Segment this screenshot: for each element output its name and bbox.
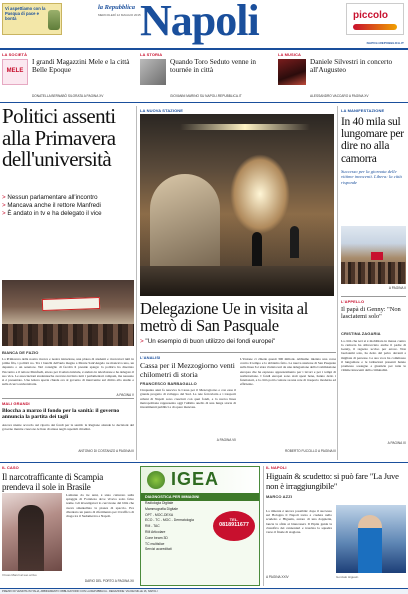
teaser-section: LA STORIA xyxy=(140,52,163,57)
analysis-block[interactable] xyxy=(140,355,236,459)
chevron-right-icon: > xyxy=(140,338,144,345)
figure xyxy=(290,226,299,258)
teaser-title: Quando Toro Seduto venne in tournée in città xyxy=(170,58,256,75)
partner-logo-text: piccolo xyxy=(353,10,389,21)
lead-body-block xyxy=(2,350,134,397)
silvestri-photo xyxy=(278,59,306,85)
teaser-section: LA SOCIETÀ xyxy=(2,52,28,57)
teaser-music[interactable] xyxy=(276,52,406,100)
case-byline: DARIO DEL PORTO A PAGINA XII xyxy=(84,579,134,583)
teaser-story[interactable] xyxy=(138,52,272,100)
igea-services xyxy=(145,501,211,553)
service-item: TC multislice xyxy=(145,541,165,546)
service-item: Servizi accreditati xyxy=(145,547,172,552)
manifestation-sub: Successo per la giornata delle vittime innocenti. Libera: la città risponde xyxy=(341,168,402,185)
station-byline: ROBERTO FUCCILLO A PAGINA III xyxy=(284,449,336,453)
phone-number: 0818911677 xyxy=(219,522,249,528)
sidebar-byline: ANTONIO DI COSTANZO A PAGINA III xyxy=(78,449,134,453)
city-title[interactable]: Napoli xyxy=(140,0,259,45)
igea-header xyxy=(141,467,259,493)
phone-label: TEL. xyxy=(229,517,239,522)
teaser-byline: GIOVANNI MARINO SU NAPOLI.REPUBBLICA.IT xyxy=(170,94,242,98)
lead-headline: Politici assenti alla Primavera dell'università xyxy=(2,104,116,171)
service-item: Radiologia Digitale xyxy=(145,501,174,505)
edition-url[interactable]: NAPOLI.REPUBBLICA.IT xyxy=(366,41,404,45)
floor xyxy=(140,266,334,296)
lead-photo[interactable] xyxy=(2,280,134,346)
column-rule-left xyxy=(136,106,137,460)
appeal-block[interactable] xyxy=(341,299,406,459)
station-divider xyxy=(140,352,336,353)
footer-text: PREZZO DI VENDITA IN ITALIA, ABBINAMENTO OBBLIGATORIO CON LA REPUBBLICA - REDAZIONE: VIA DEI MILLE 16, NAPOLI xyxy=(2,590,158,593)
appeal-body: La città che ieri si è mobilitata in massa contro la camorra ha abbracciato anche il padre di Genny, il ragazzo ucciso per errore. Non lasciatemi solo, ha detto dal palco davanti a migliaia di persone. La sua voce ha commosso il lungomare e le istituzioni presenti hanno promesso sostegno e giustizia per tutte le vittime innocenti della criminalità. xyxy=(341,338,406,373)
station-headline[interactable]: Delegazione Ue in visita al metrò di San Pasquale xyxy=(140,299,308,335)
phone-badge[interactable] xyxy=(213,511,255,541)
crowd xyxy=(341,262,406,284)
ceiling-lights xyxy=(180,124,310,130)
lead-byline: BIANCA DE FAZIO xyxy=(2,350,39,355)
sidebar-section: MALI GRANDI xyxy=(2,401,30,406)
promo-box[interactable] xyxy=(2,3,62,35)
napoli-block[interactable] xyxy=(266,465,406,587)
napoli-photo-caption: Gonzalo Higuaín xyxy=(336,575,359,579)
lead-bullet: > Nessun parlamentare all'incontro xyxy=(2,194,98,201)
analysis-section: L'ANALISI xyxy=(140,355,161,360)
station-body: L'Unione ci chiede questi 300 milioni. Abbiamo iniziato una corsa contro il tempo e lo abbiamo fatto. La nuova stazione di San Pasquale sulla linea 6 è stata visitata ieri da una delegazione della Commissione europea che ha espresso apprezzamento per i lavori e per i tempi di realizzazione. I fondi europei sono stati spesi bene, hanno detto i funzionari, e la città potrà contare su una rete di trasporto moderna ed efficiente. xyxy=(240,357,336,387)
promo-image xyxy=(48,10,60,30)
napoli-body: La rimonta è ancora possibile: dopo il successo sul Bologna il Napoli torna a credere nello scudetto e Higuaín, autore di una doppietta, lancia la sfida ai bianconeri. Il Pipita guida la classifica dei cannonieri e trascina la squadra verso il finale di stagione. xyxy=(266,509,332,535)
lead-bullet: > È andato in tv e ha delegato il vice xyxy=(2,210,102,217)
lead-body: La Primavera della nostra ricerca e nostra istruzione, una platea di studenti e ricercatori tutti in prima fila, i politici no. Tra i banchi dell'aula magna a Monte Sant'Angelo ne mancava uno, un deputato o un senatore. Nel consiglio di facoltà il preside spiega: la politica ha disertato l'incontro e il rettore Manfredi, atteso per il saluto iniziale, è andato in televisione e ha delegato il suo vice. Le associazioni studentesche avevano invitato tutti i parlamentari campani, ma nessuno si è presentato. Una lettera aperta chiede ora al governo di intervenire sul diritto allo studio e sulla ricerca universitaria. xyxy=(2,357,134,387)
station-section: LA NUOVA STAZIONE xyxy=(140,108,184,113)
service-item: RM Articolare xyxy=(145,529,166,534)
chevron-right-icon: > xyxy=(2,194,6,201)
igea-logo-icon xyxy=(147,471,165,489)
lungomare-crowd-photo[interactable] xyxy=(341,226,406,284)
sidebar-health[interactable] xyxy=(2,401,134,459)
napoli-byline: MARCO AZZI xyxy=(266,494,292,500)
issue-date: MERCOLEDÌ 12 MAGGIO 2015 xyxy=(98,13,141,17)
partner-logo[interactable] xyxy=(346,3,404,35)
column-rule-right xyxy=(337,106,338,460)
figure xyxy=(252,232,262,266)
masthead xyxy=(0,0,408,48)
publisher-name: la Repubblica xyxy=(98,4,136,11)
teaser-title: I grandi Magazzini Mele e la città Belle Epoque xyxy=(32,58,130,75)
light-tunnel xyxy=(230,154,290,234)
banner xyxy=(42,297,100,311)
mele-logo-text: MELE xyxy=(6,68,24,74)
manifestation-page-ref: A PAGINA II xyxy=(388,286,406,290)
masthead-rule xyxy=(0,48,408,50)
column-rule-bottom xyxy=(263,466,264,586)
station-body-block xyxy=(240,357,336,459)
station-quote: > "Un esempio di buon utilizzo dei fondi europei" xyxy=(140,338,276,345)
service-item: Cone beam 3D xyxy=(145,535,168,540)
service-item: OPT - MOC-DEXA xyxy=(145,512,174,517)
person xyxy=(18,505,44,571)
case-headline: Il narcotrafficante di Scampia prendeva il sole in Brasile xyxy=(2,472,104,492)
analysis-body: Cinquanta anni fa nasceva la Cassa per il Mezzogiorno e con essa il grande progetto di sviluppo del Sud. La rete ferroviaria e i trasporti urbani di Napoli sono cresciuti con quei fondi, e la nuova linea metropolitana rappresenta oggi l'ultimo anello di una lunga storia di investimenti pubblici e di opere mancate. xyxy=(140,388,236,409)
lead-bullets xyxy=(2,194,136,218)
teaser-society[interactable] xyxy=(2,52,134,100)
analysis-page-ref: A PAGINA VII xyxy=(216,438,236,443)
service-item: Mammografia Digitale xyxy=(145,506,178,511)
toro-seduto-photo xyxy=(140,59,166,85)
appeal-byline: CRISTINA ZAGARIA xyxy=(341,330,381,336)
sidebar-divider xyxy=(2,398,134,399)
chevron-right-icon: > xyxy=(2,210,6,217)
teaser-title: Daniele Silvestri in concerto all'Augusteo xyxy=(310,58,393,75)
appeal-section: L'APPELLO xyxy=(341,299,365,304)
sidebar-body: Ancora niente accordo sul riparto dei fondi per la sanità: la Regione attende le decisioni del governo mentre crescono le liste di attesa negli ospedali cittadini. xyxy=(2,422,134,432)
lead-page-ref: A PAGINA V xyxy=(116,393,134,397)
teaser-byline: ALESSANDRO VACCARO A PAGINA XV xyxy=(310,94,369,98)
crowd xyxy=(2,324,134,346)
flag xyxy=(371,252,383,260)
napoli-page-ref: A PAGINA XXIV xyxy=(266,575,289,579)
service-item: ECO - TC - MOC - Dermatologia xyxy=(145,518,194,523)
bottom-rule xyxy=(0,462,408,463)
chevron-right-icon: > xyxy=(2,202,6,209)
player xyxy=(358,515,382,573)
napoli-section: IL NAPOLI xyxy=(266,465,287,470)
right-divider xyxy=(341,296,406,297)
igea-tagline: DIAGNOSTICA PER IMMAGINI xyxy=(141,493,259,501)
igea-ad[interactable] xyxy=(140,466,260,586)
case-section: IL CASO xyxy=(2,465,19,470)
service-item: RM - TAC xyxy=(145,524,160,529)
lead-bullet: > Mancava anche il rettore Manfredi xyxy=(2,202,101,209)
lead-story[interactable] xyxy=(2,106,136,278)
manifestation-section: LA MANIFESTAZIONE xyxy=(341,108,385,113)
appeal-headline: Il papà di Genny: "Non lasciatemi solo" xyxy=(341,306,401,321)
manifestation-headline: In 40 mila sul lungomare per dire no alla camorra xyxy=(341,116,404,165)
partner-logo-graphic xyxy=(353,24,397,30)
teaser-divider xyxy=(0,102,408,103)
igea-brand: IGEA xyxy=(171,469,220,489)
analysis-headline: Cassa per il Mezzogiorno venti chilometri di storia xyxy=(140,361,235,379)
case-body: Latitante da tre anni, è stato catturato sulla spiaggia di Fortaleza dove viveva sotto falso nome. Gli investigatori lo cercavano dal blitz che aveva smantellato la piazza di spaccio. Era diventato un punto di riferimento per il traffico di droga tra il Sudamerica e Napoli. xyxy=(66,493,134,519)
teaser-section: LA MUSICA xyxy=(278,52,301,57)
sidebar-title: Bloccha a marzo il fondo per la sanità: il governo annuncia la partita dei tagli xyxy=(2,408,120,421)
metro-station-photo[interactable] xyxy=(140,114,334,296)
promo-text: Vi aspettiamo con la Pasqua di pace e bontà xyxy=(5,6,46,21)
analysis-byline: FRANCESCO BARBAGALLO xyxy=(140,381,197,387)
case-block[interactable] xyxy=(2,465,134,587)
manifestation-block[interactable] xyxy=(341,108,406,294)
napoli-headline: Higuaín & scudetto: si può fare "La Juve non è irraggiungibile" xyxy=(266,471,399,491)
case-photo-caption: Il boss Manzi al suo arrivo xyxy=(2,573,37,577)
mele-logo xyxy=(2,59,28,85)
footer-bar xyxy=(0,588,408,594)
boss-photo[interactable] xyxy=(2,493,62,571)
higuain-photo[interactable] xyxy=(336,505,406,573)
teaser-byline: DONATELLA BERNABÒ SILORATA A PAGINA XV xyxy=(32,94,104,98)
appeal-page-ref: A PAGINA IX xyxy=(387,440,406,445)
